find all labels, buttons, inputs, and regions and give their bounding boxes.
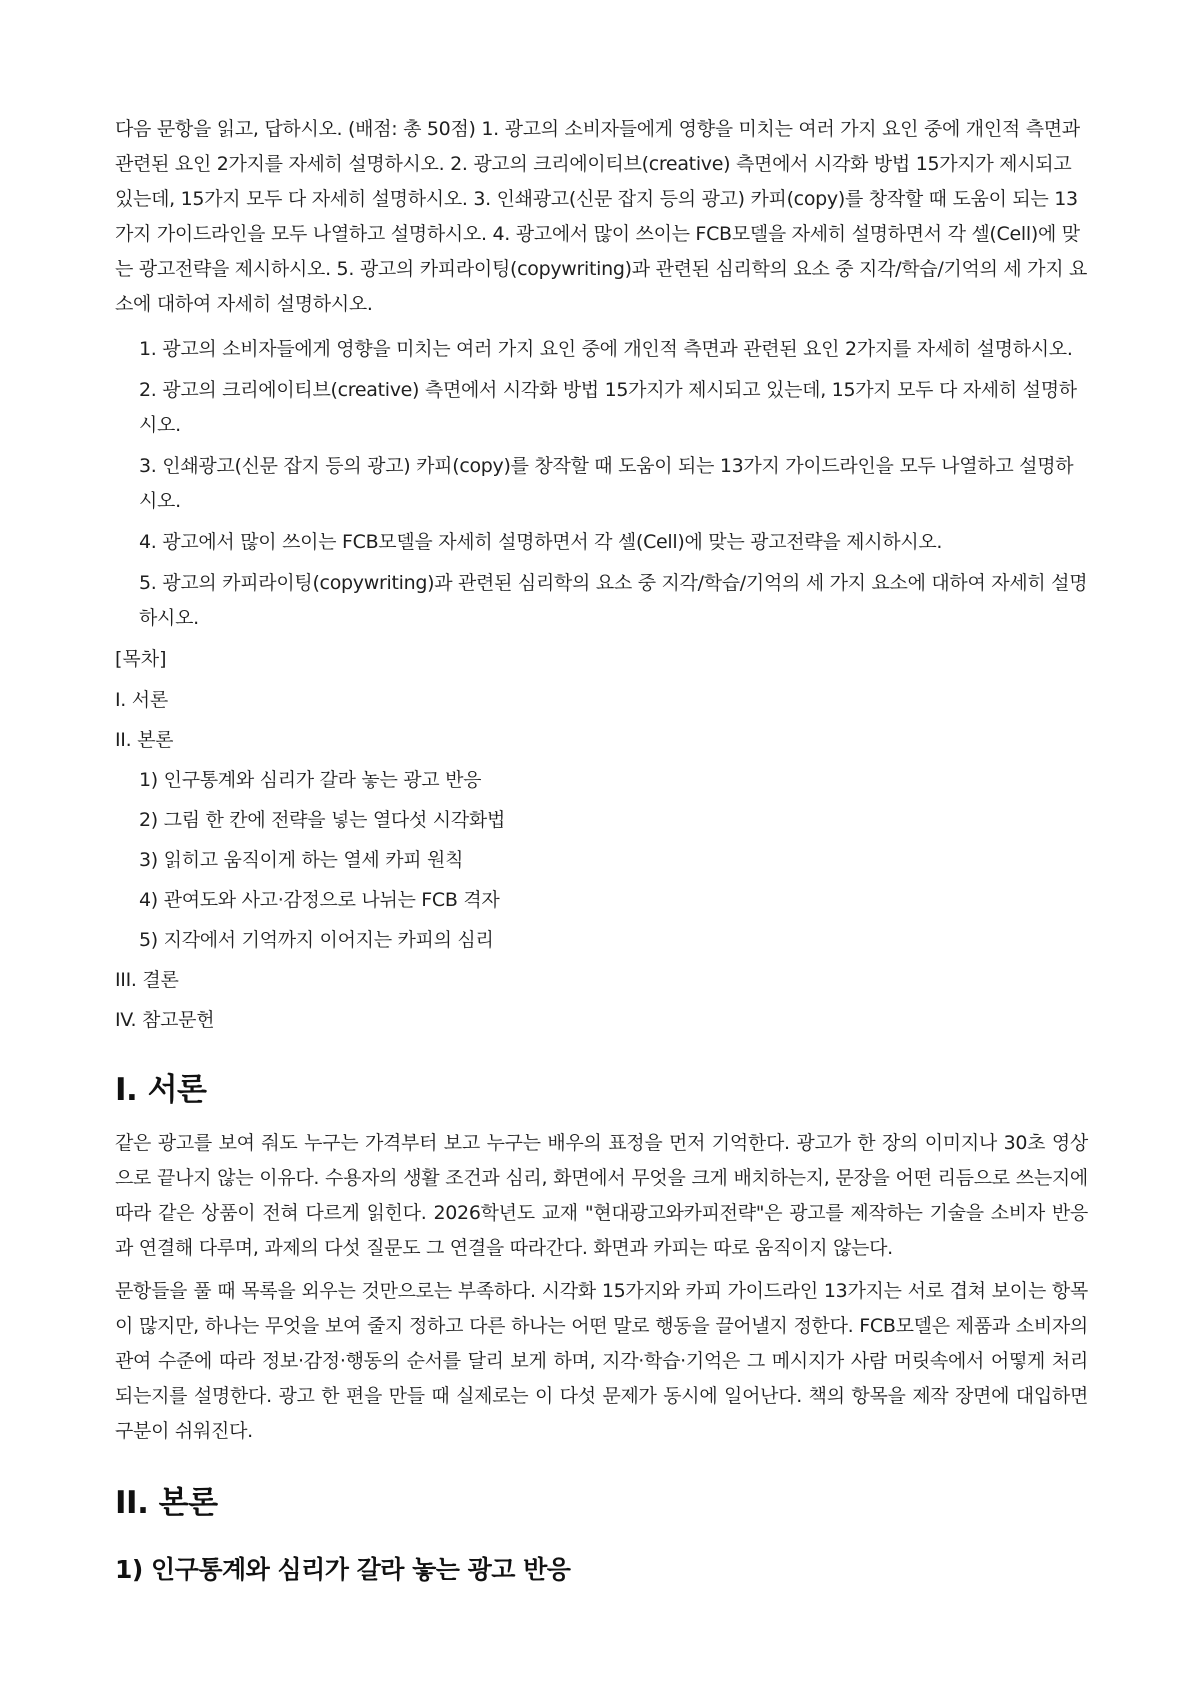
question-item: 4. 광고에서 많이 쓰이는 FCB모델을 자세히 설명하면서 각 셀(Cell)에 맞는 광고전략을 제시하시오. (139, 531, 943, 553)
toc-item: III. 결론 (115, 969, 179, 991)
toc-subitem: 3) 읽히고 움직이게 하는 열세 카피 원칙 (139, 849, 464, 871)
section-heading-introduction: I. 서론 (115, 1072, 207, 1108)
toc-item: II. 본론 (115, 729, 174, 751)
toc-item: IV. 참고문헌 (115, 1009, 215, 1031)
body-paragraph: 같은 광고를 보여 줘도 누구는 가격부터 보고 누구는 배우의 표정을 먼저 기억한다. 광고가 한 장의 이미지나 30초 영상으로 끝나지 않는 이유다. 수용자의 생활 조건과 심리, 화면에서 무엇을 크게 배치하는지, 문장을 어떤 리듬으로 쓰는지에 따라 같은 상품이 전혀 다르게 읽힌다. 2026학년도 교재 "현대광고와카피전략"은 광고를 제작하는 기술을 소비자 반응과 연결해 다루며, 과제의 다섯 질문도 그 연결을 따라간다. 화면과 카피는 따로 움직이지 않는다. (115, 1132, 1088, 1259)
toc-subitem: 4) 관여도와 사고·감정으로 나뉘는 FCB 격자 (139, 889, 500, 911)
assignment-prompt: 다음 문항을 읽고, 답하시오. (배점: 총 50점) 1. 광고의 소비자들에게 영향을 미치는 여러 가지 요인 중에 개인적 측면과 관련된 요인 2가지를 자세히 설명하시오. 2. 광고의 크리에이티브(creative) 측면에서 시각화 방법 15가지가 제시되고 있는데, 15가지 모두 다 자세히 설명하시오. 3. 인쇄광고(신문 잡지 등의 광고) 카피(copy)를 창작할 때 도움이 되는 13가지 가이드라인을 모두 나열하고 설명하시오. 4. 광고에서 많이 쓰이는 FCB모델을 자세히 설명하면서 각 셀(Cell)에 맞는 광고전략을 제시하시오. 5. 광고의 카피라이팅(copywriting)과 관련된 심리학의 요소 중 지각/학습/기억의 세 가지 요소에 대하여 자세히 설명하시오. (115, 118, 1088, 315)
question-list (115, 332, 1088, 636)
toc-item: I. 서론 (115, 689, 168, 711)
section-heading-main-body: II. 본론 (115, 1485, 218, 1521)
toc-subitem: 5) 지각에서 기억까지 이어지는 카피의 심리 (139, 929, 494, 951)
question-item: 1. 광고의 소비자들에게 영향을 미치는 여러 가지 요인 중에 개인적 측면과 관련된 요인 2가지를 자세히 설명하시오. (139, 338, 1073, 360)
subsection-heading: 1) 인구통계와 심리가 갈라 놓는 광고 반응 (115, 1555, 571, 1584)
question-item: 3. 인쇄광고(신문 잡지 등의 광고) 카피(copy)를 창작할 때 도움이 되는 13가지 가이드라인을 모두 나열하고 설명하시오. (139, 455, 1074, 512)
question-item: 5. 광고의 카피라이팅(copywriting)과 관련된 심리학의 요소 중 지각/학습/기억의 세 가지 요소에 대하여 자세히 설명하시오. (139, 572, 1088, 629)
body-paragraph: 문항들을 풀 때 목록을 외우는 것만으로는 부족하다. 시각화 15가지와 카피 가이드라인 13가지는 서로 겹쳐 보이는 항목이 많지만, 하나는 무엇을 보여 줄지 정하고 다른 하나는 어떤 말로 행동을 끌어낼지 정한다. FCB모델은 제품과 소비자의 관여 수준에 따라 정보·감정·행동의 순서를 달리 보게 하며, 지각·학습·기억은 그 메시지가 사람 머릿속에서 어떻게 처리되는지를 설명한다. 광고 한 편을 만들 때 실제로는 이 다섯 문제가 동시에 일어난다. 책의 항목을 제작 장면에 대입하면 구분이 쉬워진다. (115, 1280, 1088, 1442)
toc-subitem: 2) 그림 한 칸에 전략을 넣는 열다섯 시각화법 (139, 809, 505, 831)
toc-subitem: 1) 인구통계와 심리가 갈라 놓는 광고 반응 (139, 769, 482, 791)
table-of-contents (115, 683, 1088, 1038)
toc-heading: [목차] (115, 648, 167, 670)
question-item: 2. 광고의 크리에이티브(creative) 측면에서 시각화 방법 15가지가 제시되고 있는데, 15가지 모두 다 자세히 설명하시오. (139, 379, 1077, 436)
